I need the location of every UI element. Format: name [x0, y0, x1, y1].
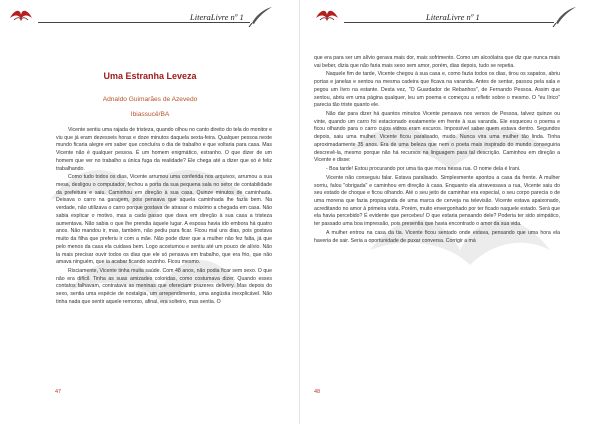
quill-icon [246, 5, 274, 29]
paragraph: - Boa tarde! Estou procurando por uma tia que mora nessa rua. O nome dela é Irani. [326, 166, 521, 173]
page-number: 48 [314, 389, 321, 395]
quill-icon [550, 5, 578, 29]
paragraph: que era para ser um alívio gerava mais dor, mais sofrimento. Como um alcoólatra que diz que nunca mais vai beber, dizia que não faria mais sexo sem amor, porém, dias depois, tudo se repetia. [314, 55, 560, 69]
story-title: Uma Estranha Leveza [103, 71, 197, 81]
header-rule [344, 22, 554, 23]
left-page-header [8, 4, 268, 30]
right-page [300, 0, 600, 424]
right-page-header [314, 4, 574, 30]
author-place: Ibiassucê/BA [130, 111, 170, 118]
paragraph: Vicente sentiu uma rajada de tristeza, quando olhou no canto direito do tela do monitor e viu que já eram dezesseis horas e doze minutos daquela sexta-feira. Qualquer pessoa neste mundo ficaria alegre em saber que concluíra o dia de trabalho e que voltaria para casa. Mas Vicente não é qualquer pessoa. É um homem enigmático, estranho. O que dizer de um homem que ver no trabalho a única fuga da realidade? Ele chega até a dizer que só é feliz trabalhando. [56, 127, 272, 172]
paragraph: Vicente não conseguiu falar. Estava paralisado. Simplesmente apontou a casa da frente. A mulher sorriu, falou "obrigada" e caminhou em direção à casa. Enquanto ela atravessava a rua, Vicente saiu do seu estado de choque e ficou olhando. Até o seu jeito de caminhar era especial, o seu corpo parecia o de uma morena que fazia propaganda de uma marca de cerveja na televisão. Vicente estava apaixonado, acreditando no amor à primeira vista. Porém, muito envergonhado por ter ficado naquele estado. Será que ela havia percebido? É evidente que percebeu! O que estaria pensando dele? Poderia ter sido simpático, ter passado uma boa impressão, pois presentia que havia encontrado o amor da sua vida. [314, 174, 560, 228]
bird-logo-icon [314, 4, 340, 26]
paragraph: Como tudo todos os dias, Vicente arrumou uma conferida nos arquivos, arrumou a sua mesa, desligou o computador, fechou a porta da sua pequena sala no setor de contabilidade da prefeitura e saiu. Caminhou em direção à sua casa. Quinze minutos de caminhada. Deixava o carro na garagem, pois pensava que aquela caminhada lhe fazia bem. Na verdade, não utilizava o carro porque gostava de atrasar o máximo a chegada em casa. Não sabia explicar o motivo, mas a cada passo que dava em direção à sua casa a tristeza aumentava. Não sabia o que lhe prendia àquele lugar. A esposa havia ido embora há quatro anos. Não mandou ir, mas, também, não pediu para ficar. Ficou mal uns dias, pois gostava muito da filha que preferiu ir com a mãe. Não pode dizer que a mulher não fez falta, já que pelo menos da casa ela cuidava bem. Logo acostumou e sentiu até um pouco de alívio. Não la mais precisar ouvir todos os dias que ele só pensava em trabalho, que era frio, que não amava ninguém, que ia acabar ficando sozinho. Ficou mesmo. [56, 174, 272, 266]
header-title: LiteraLivre nº 1 [426, 12, 480, 22]
page-number: 47 [55, 389, 62, 395]
left-page-body [56, 127, 272, 308]
author-name: Adnaldo Guimarães de Azevedo [102, 96, 198, 103]
paragraph: A mulher entrou na casa da tia. Vicente ficou sentado onde estava, pensando que uma hora ela haveria de sair. Seria a oportunidade de puxar conversa. Corrigir a má [314, 229, 560, 244]
right-page-body [314, 55, 560, 246]
header-rule [38, 22, 250, 23]
paragraph: Risciamente, Vicente tinha muita saúde. Com 48 anos, não podia ficar sem sexo. O que não era difícil. Tinha as suas amizades coloridas, como costumava dizer. Quando esses contatos falhavam, contratava as meninas que ofereciam prazeres delivery. Mas depois do sexo, sentia uma espécie de nostalgia, um arrependimento, uma angústia inexplicável. Não tinha nada que sentir aquele remorso, afinal, era solteiro, mas sentia. O [56, 267, 272, 305]
paragraph: Naquele fim de tarde, Vicente chegou à sua casa e, como fazia todos os dias, tirou os sapatos, abriu portas e janelas e sentou na mesma cadeira que ficava na varanda. Antes de sentar, passou pela sala e pegou um livro na estante. Desta vez, "O Guardador de Rebanhos", de Fernando Pessoa. Assim que sentou, abriu em uma página qualquer, leu um poema e começou a refletir sobre o mesmo. O "eu lírico" parecia tão triste quanto ele. [314, 71, 560, 109]
bird-logo-icon [8, 4, 34, 26]
paragraph: Não dar para dizer há quantos minutos Vicente pensava nos versos de Pessoa, talvez quinze ou vinte, quando um carro foi estacionado exatamente em frente à sua varanda. Ele esqueceu o poema e ficou olhando para o carro cujos vidros eram escuros. Impossível saber quem estava dentro. Segundos depois, saiu uma mulher. Vicente ficou paralisado, mudo. Nunca vira uma mulher tão linda. Tinha aproximadamente 35 anos. Era de uma beleza que nem o poeta mais inspirado do mundo conseguiria descrevê-la, mesmo porque não há recursos na linguagem para tal descrição. Caminhou em direção a Vicente e disse: [314, 111, 560, 164]
header-title: LiteraLivre nº 1 [190, 12, 244, 22]
